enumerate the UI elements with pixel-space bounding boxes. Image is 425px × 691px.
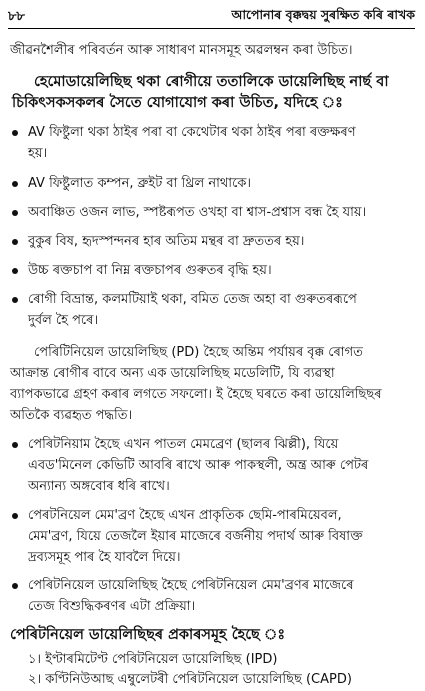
numbered-item: ১। ইণ্টাৰমিটেণ্ট পেৰিটনিয়েল ডায়েলিছিছ (IPD): [28, 652, 278, 667]
list-item-line: AV ফিষ্টুলাত কম্পন, ব্ৰুইট বা থ্ৰিল নাথাকে।: [28, 176, 252, 191]
list-item-line: তেজ বিশুদ্ধিকৰণৰ এটা প্ৰক্ৰিয়া।: [28, 599, 196, 614]
list-item-line: অবাঞ্চিত ওজন লাভ, স্পষ্টৰূপত ওখহা বা শ্বাস-প্ৰশ্বাস বন্ধ হৈ যায়।: [28, 205, 367, 220]
list-item-line: পেৰিটনিয়াম হৈছে এখন পাতল মেমব্ৰেণ (ছালৰ ঝিল্লী), যিয়ে: [28, 437, 339, 452]
text-line: আক্ৰান্ত ৰোগীৰ বাবে অন্য এক ডায়েলিছিছ মডেলিটি, যি ব্যৱস্থা: [10, 366, 335, 381]
bullet-icon: [12, 239, 18, 245]
numbered-item: ২। কণ্টিনিউআছ এম্বুলেটৰী পেৰিটনিয়েল ডায়েলিছিছ (CAPD): [28, 672, 352, 687]
page-number: ৮৮: [8, 9, 25, 24]
running-header: [8, 6, 415, 29]
list-item-line: এবড'মিনেল কেভিটি আবৰি ৰাখে আৰু পাকস্থলী, অন্ত্ৰ আৰু পেটৰ: [28, 458, 369, 473]
bullet-icon: [12, 513, 18, 519]
list-item-line: অন্যান্য অঙ্গবোৰ ধৰি ৰাখে।: [28, 479, 170, 494]
list-item-line: পেৰটনিয়েল মেম'ব্ৰণ হৈছে এখন প্ৰাকৃতিক ছেমি-পাৰমিয়েবল,: [28, 508, 342, 523]
book-title: আপোনাৰ বৃক্কদ্বয় সুৰক্ষিত কৰি ৰাখক: [231, 7, 415, 22]
bullet-icon: [12, 583, 18, 589]
text-line: অতিকৈ ব্যৱহৃত পদ্ধতি।: [10, 408, 133, 423]
list-item-line: পেৰিটনিয়েল ডায়েলিছিছ হৈছে পেৰিটনিয়েল মেম'ব্ৰণৰ মাজেৰে: [28, 578, 354, 593]
list-item-line: AV ফিষ্টুলা থকা ঠাইৰ পৰা বা কেথেটাৰ থকা ঠাইৰ পৰা ৰক্তক্ষৰণ: [28, 125, 356, 140]
list-item-line: ৰোগী বিভ্ৰান্ত, কলমটিয়াই থকা, বমিত তেজ অহা বা গুৰুতৰৰূপে: [28, 292, 357, 307]
bullet-icon: [12, 268, 18, 274]
list-item-line: দ্ৰব্যসমূহ পাৰ হৈ যাবলৈ দিয়ে।: [28, 550, 181, 565]
list-item-line: উচ্চ ৰক্তচাপ বা নিম্ন ৰক্তচাপৰ গুৰুতৰ বৃদ্ধি হয়।: [28, 263, 272, 278]
bullet-icon: [12, 442, 18, 448]
text-line: ব্যাপকভাৱে গ্ৰহণ কৰাৰ লগতে সফলো। ই হৈছে ঘৰতে কৰা ডায়েলিছিছৰ: [10, 387, 382, 402]
pd-paragraph: [10, 342, 415, 426]
bullet-icon: [12, 210, 18, 216]
list-item-line: মেম'ব্ৰণ, যিয়ে তেজলৈ ইয়াৰ মাজেৰে বৰ্জনীয় পদাৰ্থ আৰু বিষাক্ত: [28, 529, 363, 544]
bullet-icon: [12, 181, 18, 187]
list-item-line: বুকুৰ বিষ, হৃদস্পন্দনৰ হাৰ অতিম মন্থৰ বা দ্ৰুততৰ হয়।: [28, 234, 305, 249]
heading-line: হেমোডায়েলিছিছ থকা ৰোগীয়ে ততালিকে ডায়েলিছিছ নাৰ্ছ বা: [34, 74, 389, 90]
list-item-line: হয়।: [28, 146, 48, 161]
bullet-icon: [12, 130, 18, 136]
bullet-icon: [12, 297, 18, 303]
section-heading: [12, 72, 415, 114]
heading-line: চিকিৎসকসকলৰ সৈতে যোগাযোগ কৰা উচিত, যদিহে ঃ: [12, 95, 343, 111]
section-heading: পেৰিটনিয়েল ডায়েলিছিছৰ প্ৰকাৰসমূহ হৈছে ঃ: [10, 627, 286, 643]
list-item-line: দুৰ্বল হৈ পৰে।: [28, 313, 99, 328]
text-line: পেৰিটিনিয়েল ডায়েলিছিছ (PD) হৈছে অন্তিম পৰ্যায়ৰ বৃক্ক ৰোগত: [34, 345, 363, 360]
text-line: জীৱনশৈলীৰ পৰিবৰ্তন আৰু সাধাৰণ মানসমূহ অৱলম্বন কৰা উচিত।: [10, 43, 353, 58]
